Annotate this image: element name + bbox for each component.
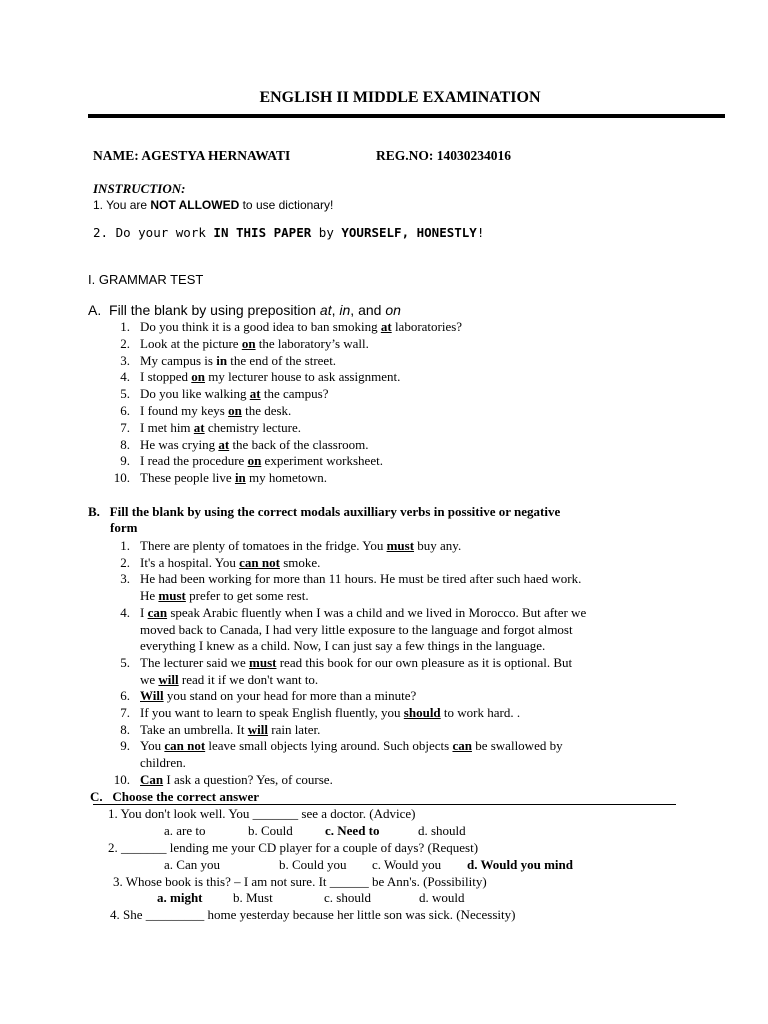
answer: must: [158, 588, 186, 604]
question-4: 4. She _________ home yesterday because her little son was sick. (Necessity): [110, 907, 516, 922]
list-item: 4. I stopped on my lecturer house to ask assignment.: [120, 369, 401, 385]
exam-title: ENGLISH II MIDDLE EXAMINATION: [259, 89, 541, 106]
part-b-list: [110, 538, 586, 789]
part-b-heading: B. Fill the blank by using the correct modals auxilliary verbs in possitive or negative: [88, 504, 561, 519]
list-item: 7. If you want to learn to speak English fluently, you should to work hard. .: [120, 705, 521, 721]
answer: will: [158, 671, 179, 687]
list-item: 3. My campus is in the end of the street.: [120, 352, 337, 368]
list-item: 2. It's a hospital. You can not smoke.: [120, 554, 321, 570]
list-item: 2. Look at the picture on the laboratory’s wall.: [120, 335, 369, 351]
instruction-heading: INSTRUCTION:: [93, 181, 186, 196]
answer: in: [216, 352, 228, 368]
part-b-heading-cont: form: [110, 520, 138, 535]
q3-option-b: b. Must: [233, 890, 273, 905]
registration-number: REG.NO: 14030234016: [376, 148, 511, 163]
question-2: 2. _______ lending me your CD player for a couple of days? (Request): [108, 840, 479, 855]
answer: Will: [140, 688, 164, 704]
list-item: 4. I can speak Arabic fluently when I was a child and we lived in Morocco. But after we moved back to Canada, I had very little exposure to the language and forgot almost everything I knew as a child. Now, I can just say a few things in the language.: [120, 604, 587, 654]
q1-option-a: a. are to: [164, 823, 206, 838]
list-item: 10. Can I ask a question? Yes, of course.: [113, 771, 333, 787]
q1-option-b: b. Could: [248, 823, 293, 838]
list-item: 8. Take an umbrella. It will rain later.: [120, 721, 321, 737]
answer: on: [241, 335, 256, 351]
list-item: 6. Will you stand on your head for more than a minute?: [120, 688, 417, 704]
answer: Can: [140, 771, 164, 787]
instruction-line-2: 2. Do your work IN THIS PAPER by YOURSELF, HONESTLY!: [93, 225, 485, 240]
list-item: 5. Do you like walking at the campus?: [120, 386, 329, 402]
list-item: 10. These people live in my hometown.: [113, 470, 328, 486]
answer: must: [249, 654, 277, 670]
student-name: NAME: AGESTYA HERNAWATI: [93, 148, 291, 163]
answer: in: [234, 470, 246, 486]
list-item: 1. Do you think it is a good idea to ban smoking at laboratories?: [120, 319, 463, 334]
q3-option-d: d. would: [419, 890, 465, 905]
q2-option-d: d. Would you mind: [467, 857, 573, 872]
q1-option-d: d. should: [418, 823, 466, 838]
part-c-rule: [93, 804, 676, 805]
list-item: 1. There are plenty of tomatoes in the fridge. You must buy any.: [120, 538, 462, 553]
answer: can: [147, 604, 168, 620]
part-a-list: [110, 319, 462, 487]
question-1: 1. You don't look well. You _______ see a doctor. (Advice): [108, 806, 416, 821]
answer: at: [218, 436, 230, 452]
answer: can not: [239, 554, 280, 570]
list-item: 3. He had been working for more than 11 hours. He must be tired after such haed work. He must prefer to get some rest.: [120, 571, 582, 604]
answer: can not: [164, 738, 206, 754]
instruction-line-1: 1. You are NOT ALLOWED to use dictionary!: [93, 198, 334, 212]
section-grammar-test: I. GRAMMAR TEST: [88, 272, 204, 287]
list-item: 7. I met him at chemistry lecture.: [120, 419, 302, 435]
list-item: 9. I read the procedure on experiment worksheet.: [120, 453, 383, 469]
answer: should: [403, 705, 441, 721]
answer: at: [249, 386, 261, 402]
answer: will: [247, 721, 268, 737]
answer: must: [386, 538, 415, 553]
q2-option-b: b. Could you: [279, 857, 347, 872]
list-item: 5. The lecturer said we must read this book for our own pleasure as it is optional. But we will read it if we don't want to.: [120, 654, 573, 687]
q2-option-c: c. Would you: [372, 857, 442, 872]
answer: on: [247, 453, 262, 469]
list-item: 8. He was crying at the back of the classroom.: [120, 436, 369, 452]
list-item: 6. I found my keys on the desk.: [120, 402, 292, 418]
answer: on: [191, 369, 206, 385]
q2-option-a: a. Can you: [164, 857, 220, 872]
list-item: 9. You can not leave small objects lying around. Such objects can be swallowed by children.: [120, 738, 563, 771]
answer: can: [452, 738, 472, 754]
part-c-heading: C. Choose the correct answer: [90, 789, 260, 804]
answer: on: [228, 402, 242, 418]
q3-option-a: a. might: [157, 890, 203, 905]
answer: at: [193, 419, 205, 435]
q1-option-c: c. Need to: [325, 823, 380, 838]
part-a-heading: A. Fill the blank by using preposition at, in, and on: [88, 302, 401, 318]
answer: at: [380, 319, 392, 334]
title-rule: [88, 114, 725, 118]
q3-option-c: c. should: [324, 890, 371, 905]
question-3: 3. Whose book is this? – I am not sure. It ______ be Ann's. (Possibility): [113, 874, 487, 889]
